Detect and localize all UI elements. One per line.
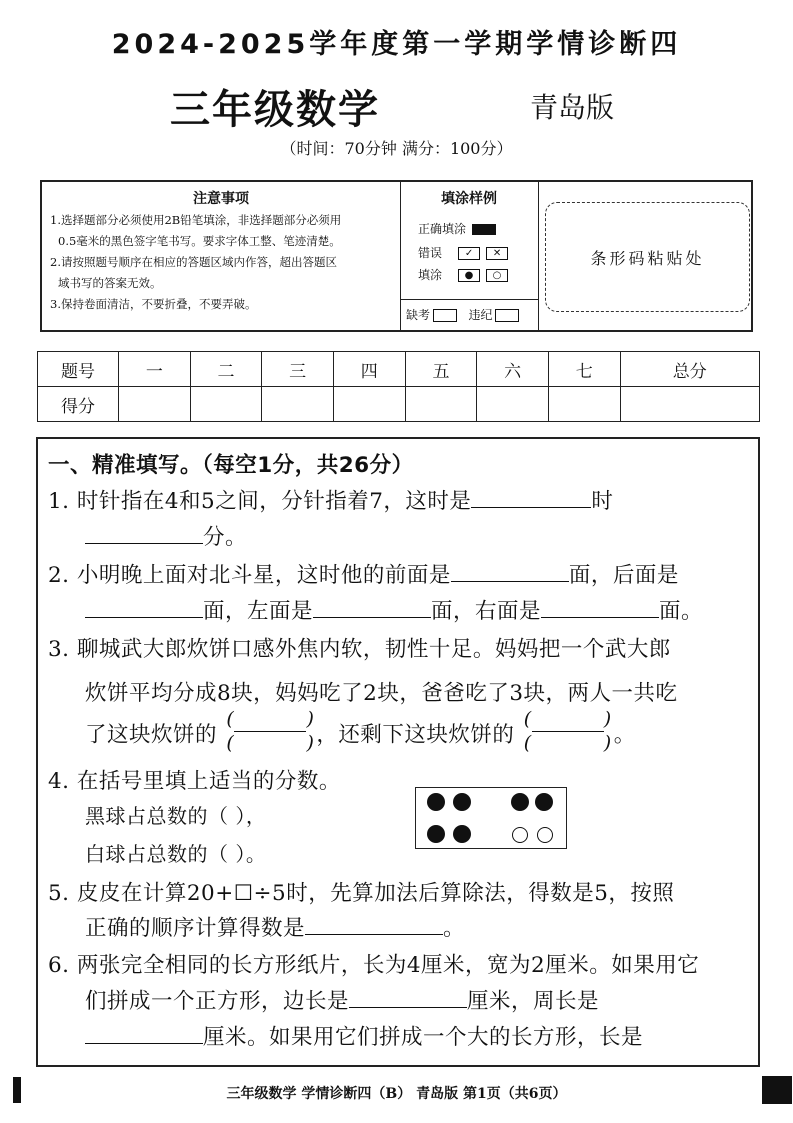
paren: ) <box>603 708 612 730</box>
answer-blank[interactable] <box>85 595 203 618</box>
paren: ( <box>523 708 532 730</box>
question-6-b <box>85 984 599 1015</box>
score-cell: 一 <box>119 352 191 387</box>
q5-text-b: 正确的顺序计算得数是 <box>85 916 306 941</box>
filled-mark-icon <box>472 224 496 235</box>
time-info: （时间：70分钟 满分：100分） <box>280 139 513 158</box>
score-input-cell[interactable] <box>477 387 549 422</box>
question-6-c <box>85 1020 643 1051</box>
notes-panel <box>42 182 401 330</box>
q1-unit-minute: 分。 <box>203 525 248 550</box>
violation-label: 违纪 <box>468 308 493 322</box>
q1-text: 1. 时针指在4和5之间，分针指着7，这时是 <box>48 489 472 514</box>
answer-blank[interactable] <box>541 595 659 618</box>
q2-text-c: 面，左面是 <box>203 599 314 624</box>
check-mark-icon: ✓ <box>458 247 480 260</box>
absent-label: 缺考 <box>406 308 431 322</box>
wrong-fill-label: 错误 <box>418 246 443 260</box>
wrong-fill-row-1 <box>418 244 508 261</box>
score-input-cell[interactable] <box>190 387 262 422</box>
barcode-area: 条形码粘贴处 <box>545 202 750 312</box>
notes-heading: 注意事项 <box>193 191 249 207</box>
section-1-heading: 一、精准填写。（每空1分，共26分） <box>48 453 414 478</box>
exam-title: 2024-2025学年度第一学期学情诊断四 <box>111 29 682 60</box>
score-input-cell[interactable] <box>333 387 405 422</box>
answer-blank[interactable] <box>471 485 591 508</box>
score-table <box>37 351 760 422</box>
answer-blank[interactable] <box>305 912 443 935</box>
score-input-cell[interactable] <box>262 387 334 422</box>
fraction-blank[interactable] <box>522 708 614 755</box>
answer-blank[interactable] <box>349 985 467 1008</box>
score-input-cell[interactable] <box>620 387 759 422</box>
q6-text-d: 厘米。如果用它们拼成一个大的长方形，长是 <box>203 1025 644 1050</box>
answer-blank[interactable] <box>85 1021 203 1044</box>
q5-text-c: 。 <box>443 916 466 941</box>
q2-text-e: 面。 <box>659 599 704 624</box>
black-ball <box>427 825 445 843</box>
notes-item: 域书写的答案无效。 <box>58 276 162 290</box>
question-2-cont <box>85 594 703 625</box>
white-ball <box>537 827 553 843</box>
balls-figure <box>415 787 567 849</box>
fill-sample-heading: 填涂样例 <box>441 191 497 207</box>
q3-text-e: 。 <box>613 722 636 748</box>
paren: ) <box>306 732 315 754</box>
question-5-b <box>85 911 465 942</box>
score-header-row <box>38 352 760 387</box>
cross-mark-icon: ✕ <box>486 247 508 260</box>
q3-text-d: ，还剩下这块炊饼的 <box>316 722 515 748</box>
notes-list <box>42 208 400 315</box>
answer-blank[interactable] <box>85 521 203 544</box>
score-cell: 七 <box>548 352 620 387</box>
score-cell: 题号 <box>38 352 119 387</box>
black-ball <box>453 825 471 843</box>
correct-fill-row <box>418 220 496 237</box>
q2-text-d: 面，右面是 <box>431 599 542 624</box>
question-4: 4. 在括号里填上适当的分数。 <box>48 769 341 794</box>
page-footer: 三年级数学 学情诊断四（B） 青岛版 第1页（共6页） <box>226 1086 567 1102</box>
violation-checkbox[interactable] <box>495 309 519 322</box>
score-cell: 四 <box>333 352 405 387</box>
score-label-cell: 得分 <box>38 387 119 422</box>
question-3-b: 炊饼平均分成8块，妈妈吃了2块，爸爸吃了3块，两人一共吃 <box>85 681 678 706</box>
info-box <box>40 180 753 332</box>
notes-item: 2.请按照题号顺序在相应的答题区域内作答，超出答题区 <box>50 255 337 269</box>
notes-item: 3.保持卷面清洁，不要折叠，不要弄破。 <box>50 297 257 311</box>
q2-text: 2. 小明晚上面对北斗星，这时他的前面是 <box>48 563 451 588</box>
q3-text-c: 了这块炊饼的 <box>85 722 218 748</box>
score-input-cell[interactable] <box>548 387 620 422</box>
score-cell: 三 <box>262 352 334 387</box>
question-4-c: 白球占总数的（ ）。 <box>85 842 267 866</box>
wrong-fill-row-2 <box>418 266 508 283</box>
answer-blank[interactable] <box>313 595 431 618</box>
notes-item: 0.5毫米的黑色签字笔书写。要求字体工整、笔迹清楚。 <box>58 234 341 248</box>
dot-mark-icon: ● <box>458 269 480 282</box>
score-cell: 六 <box>477 352 549 387</box>
score-input-cell[interactable] <box>405 387 477 422</box>
paren: ( <box>226 732 235 754</box>
edition-label: 青岛版 <box>530 91 615 124</box>
black-ball <box>427 793 445 811</box>
black-ball <box>453 793 471 811</box>
q1-unit-hour: 时 <box>591 489 614 514</box>
absent-row <box>406 306 519 323</box>
fill-sample-panel <box>400 182 539 330</box>
answer-blank[interactable] <box>451 559 569 582</box>
paren: ) <box>306 708 315 730</box>
subject-title: 三年级数学 <box>170 87 380 133</box>
question-5: 5. 皮皮在计算20+☐÷5时，先算加法后算除法，得数是5，按照 <box>48 881 675 906</box>
question-4-b: 黑球占总数的（ ）， <box>85 804 267 828</box>
paren: ) <box>603 732 612 754</box>
white-ball <box>512 827 528 843</box>
score-input-cell[interactable] <box>119 387 191 422</box>
paren: ( <box>523 732 532 754</box>
circle-mark-icon: ○ <box>486 269 508 282</box>
q6-text-c: 厘米，周长是 <box>467 989 600 1014</box>
notes-item: 1.选择题部分必须使用2B铅笔填涂，非选择题部分必须用 <box>50 213 342 227</box>
score-cell: 五 <box>405 352 477 387</box>
question-6: 6. 两张完全相同的长方形纸片，长为4厘米，宽为2厘米。如果用它 <box>48 953 700 978</box>
alignment-mark <box>762 1076 792 1104</box>
score-cell: 二 <box>190 352 262 387</box>
question-1-cont <box>85 520 247 551</box>
fraction-blank[interactable] <box>224 708 316 755</box>
correct-fill-label: 正确填涂 <box>418 222 467 236</box>
question-3-c <box>85 708 636 759</box>
score-cell: 总分 <box>620 352 759 387</box>
q2-text-b: 面，后面是 <box>568 563 679 588</box>
score-value-row <box>38 387 760 422</box>
wrong-fill-label-2: 填涂 <box>418 268 443 282</box>
black-ball <box>511 793 529 811</box>
question-3: 3. 聊城武大郎炊饼口感外焦内软，韧性十足。妈妈把一个武大郎 <box>48 637 671 662</box>
divider <box>400 299 538 300</box>
absent-checkbox[interactable] <box>433 309 457 322</box>
q6-text-b: 们拼成一个正方形，边长是 <box>85 989 350 1014</box>
black-ball <box>535 793 553 811</box>
question-1 <box>48 484 613 515</box>
question-2 <box>48 558 679 589</box>
paren: ( <box>226 708 235 730</box>
